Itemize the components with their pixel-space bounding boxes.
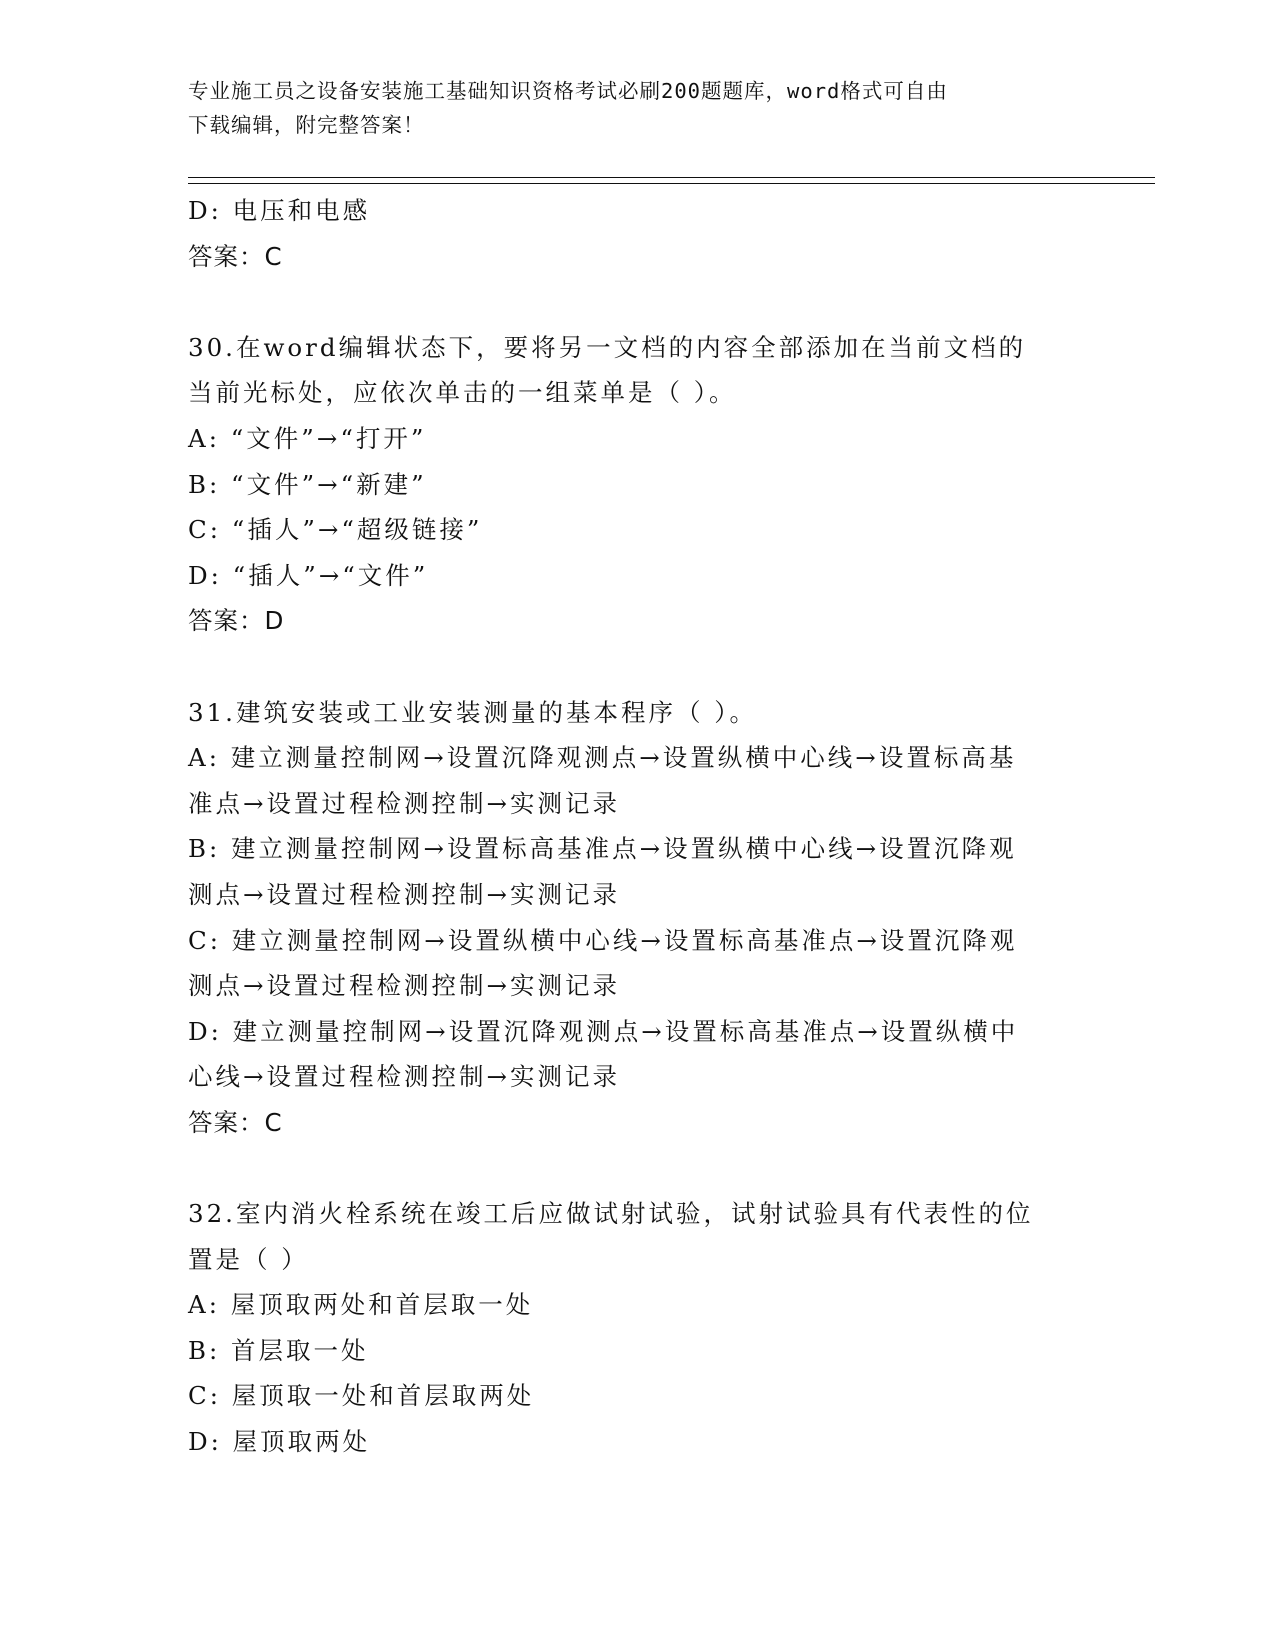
option-a: A: 屋顶取两处和首层取一处 [188,1290,534,1320]
question-31 [188,690,1088,1146]
question-30 [188,325,1088,644]
option-a: A: 建立测量控制网→设置沉降观测点→设置纵横中心线→设置标高基 [188,743,1017,773]
option-c-continuation: 测点→设置过程检测控制→实测记录 [188,971,621,1001]
option-c: C: “插人”→“超级链接” [188,515,483,545]
question-stem-line: 置是（ ） [188,1244,309,1274]
option-d-continuation: 心线→设置过程检测控制→实测记录 [188,1062,621,1092]
option-a-continuation: 准点→设置过程检测控制→实测记录 [188,788,621,818]
answer-line: 答案：C [188,241,283,271]
option-b: B: “文件”→“新建” [188,469,427,499]
header-title-line-2: 下载编辑，附完整答案！ [188,113,425,137]
option-a: A: “文件”→“打开” [188,423,427,453]
question-stem-line: 30.在word编辑状态下，要将另一文档的内容全部添加在当前文档的 [188,332,1027,362]
answer-line: 答案：C [188,1107,283,1137]
option-b-continuation: 测点→设置过程检测控制→实测记录 [188,879,621,909]
option-d: D: 建立测量控制网→设置沉降观测点→设置标高基准点→设置纵横中 [188,1016,1019,1046]
question-32 [188,1191,1088,1465]
previous-question-tail [188,188,1088,279]
answer-line: 答案：D [188,606,285,636]
header-rule [188,183,1155,184]
option-d: D: 电压和电感 [188,196,371,225]
option-b: B: 建立测量控制网→设置标高基准点→设置纵横中心线→设置沉降观 [188,834,1017,864]
header-rule [188,177,1155,178]
question-stem-line: 31.建筑安装或工业安装测量的基本程序（ ）。 [188,697,757,727]
header-title-line-1: 专业施工员之设备安装施工基础知识资格考试必刷200题题库，word格式可自由 [188,79,948,103]
question-stem-line: 32.室内消火栓系统在竣工后应做试射试验，试射试验具有代表性的位 [188,1199,1034,1229]
option-d: D: “插人”→“文件” [188,560,429,590]
page-header [188,74,1068,142]
document-body [188,188,1088,1465]
option-b: B: 首层取一处 [188,1335,369,1365]
question-stem-line: 当前光标处，应依次单击的一组菜单是（ ）。 [188,378,737,408]
option-d: D: 屋顶取两处 [188,1427,371,1457]
option-c: C: 建立测量控制网→设置纵横中心线→设置标高基准点→设置沉降观 [188,925,1018,955]
option-c: C: 屋顶取一处和首层取两处 [188,1381,535,1411]
